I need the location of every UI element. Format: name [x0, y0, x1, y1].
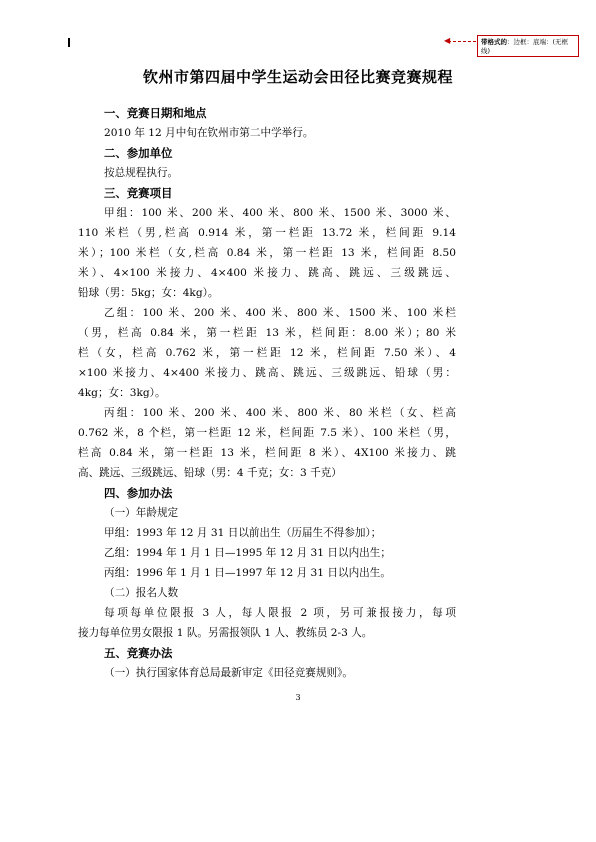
- page-number: 3: [295, 693, 301, 702]
- text-line: （男，栏高 0.84 米，第一栏距 13 米，栏间距：8.00 米）；80 米: [78, 327, 456, 339]
- section-heading-participants: 二、参加单位: [104, 146, 173, 160]
- comment-connector: [448, 41, 476, 42]
- age-rule-c: 丙组：1996 年 1 月 1 日—1997 年 12 月 31 日以内出生。: [104, 567, 391, 579]
- events-group-a: [78, 203, 456, 303]
- age-rule-a: 甲组：1993 年 12 月 31 日以前出生（历届生不得参加）；: [104, 527, 382, 539]
- quota-paragraph: [78, 603, 456, 643]
- text-line: 栏高 0.84 米，第一栏距 13 米，栏间距 8 米）、4X100 米接力、跳: [78, 447, 456, 459]
- document-body: [78, 103, 456, 683]
- comment-arrow-icon: ◀: [444, 36, 451, 45]
- text-line: 0.762 米，8 个栏，第一栏距 12 米，栏间距 7.5 米）、100 米栏（男，: [78, 427, 456, 439]
- subheading-age: （一）年龄规定: [104, 507, 179, 519]
- text-line: 米）；100 米栏（女,栏高 0.84 米，第一栏距 13 米，栏间距 8.50: [78, 247, 456, 259]
- text-line: 高、跳远、三级跳远、铅球（男：4 千克；女：3 千克）: [78, 467, 342, 479]
- text-line: 丙组：100 米、200 米、400 米、800 米、80 米栏（女、栏高: [104, 407, 456, 419]
- text-line: 米）、4×100 米接力、4×400 米接力、跳高、跳远、三级跳远、: [78, 267, 456, 279]
- format-comment-balloon[interactable]: [477, 35, 579, 57]
- text-line: 每项每单位限报 3 人，每人限报 2 项，另可兼报接力，每项: [104, 607, 456, 619]
- document-title: 钦州市第四届中学生运动会田径比赛竞赛规程: [142, 68, 453, 86]
- age-rule-b: 乙组：1994 年 1 月 1 日—1995 年 12 月 31 日以内出生；: [104, 547, 391, 559]
- section-heading-events: 三、竞赛项目: [104, 186, 173, 200]
- paragraph-rules: （一）执行国家体育总局最新审定《田径竞赛规则》。: [104, 667, 353, 679]
- paragraph-date-venue: 2010 年 12 月中旬在钦州市第二中学举行。: [104, 127, 314, 139]
- text-cursor: [68, 38, 70, 47]
- subheading-quota: （二）报名人数: [104, 587, 179, 599]
- section-heading-participation: 四、参加办法: [104, 486, 173, 500]
- text-line: 栏（女，栏高 0.762 米，第一栏距 12 米，栏间距 7.50 米）、4: [78, 347, 456, 359]
- text-line: 铅球（男：5kg；女：4kg）。: [78, 287, 219, 299]
- section-heading-rules: 五、竞赛办法: [104, 646, 173, 660]
- section-heading-date-venue: 一、竞赛日期和地点: [104, 106, 207, 120]
- comment-text: ：边框：底端：(无框线): [481, 38, 569, 55]
- text-line: 接力每单位男女限报 1 队。另需报领队 1 人、教练员 2-3 人。: [78, 627, 373, 639]
- text-line: 乙组：100 米、200 米、400 米、800 米、1500 米、100 米栏: [104, 307, 456, 319]
- events-group-b: [78, 303, 456, 403]
- text-line: 甲组：100 米、200 米、400 米、800 米、1500 米、3000 米、: [104, 207, 456, 219]
- events-group-c: [78, 403, 456, 483]
- text-line: 110 米栏（男,栏高 0.914 米，第一栏距 13.72 米，栏间距 9.14: [78, 227, 456, 239]
- comment-label: 带格式的: [481, 38, 507, 46]
- text-line: 4kg；女：3kg）。: [78, 387, 166, 399]
- text-line: ×100 米接力、4×400 米接力、跳高、跳远、三级跳远、铅球（男：: [78, 367, 456, 379]
- paragraph-participants: 按总规程执行。: [104, 167, 179, 179]
